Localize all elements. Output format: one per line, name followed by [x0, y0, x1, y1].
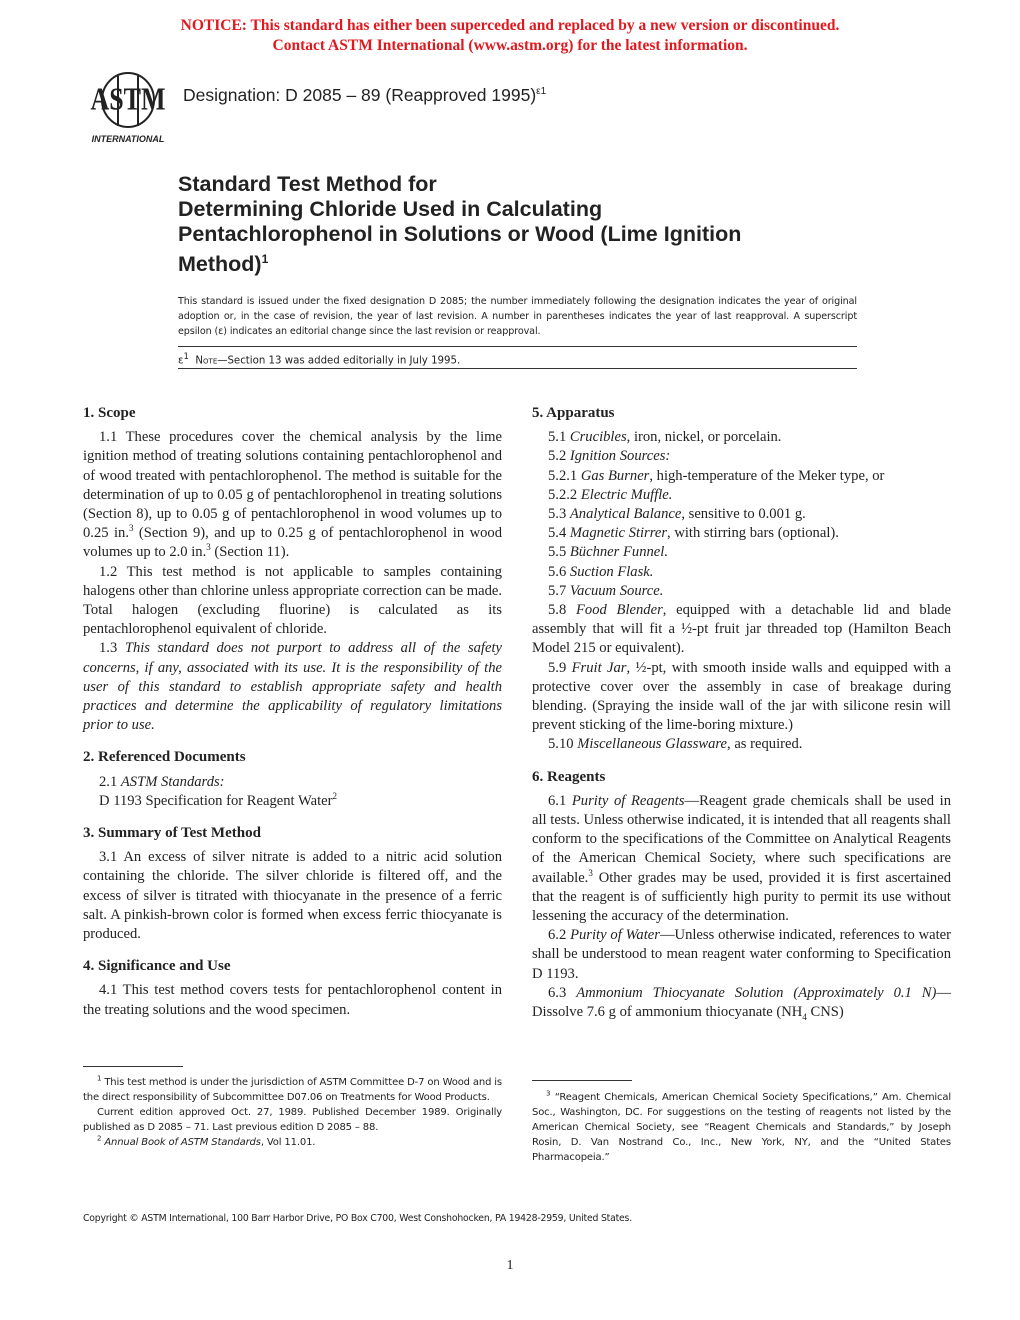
astm-logo	[88, 70, 168, 146]
footnote-rule	[532, 1080, 632, 1081]
paragraph	[532, 447, 951, 466]
issuance-statement: This standard is issued under the fixed designation D 2085; the number immediately following the designation indicates the year of original adoption or, in the case of revision, the year of last revision. A number in parentheses indicates the year of last reapproval. A superscript epsilon (ε) indicates an editorial change since the last revision or reapproval.	[178, 296, 857, 337]
text-run: ASTM Standards:	[120, 773, 225, 790]
notice-line-1: NOTICE: This standard has either been superceded and replaced by a new version or discontinued.	[180, 17, 840, 34]
paragraph	[532, 792, 951, 926]
text-run: —Reagent grade chemicals shall be used in all tests. Unless otherwise indicated, it is intended that all reagents shall conform to the specifications of the Committee on Analytical Reagents of the American Chemical Society, where such specifications are available.	[532, 792, 951, 886]
text-run: Magnetic Stirrer	[569, 525, 668, 542]
section	[83, 748, 502, 811]
text-run: Büchner Funnel.	[569, 544, 668, 561]
text-run: 5.8	[548, 602, 576, 619]
svg-text:INTERNATIONAL: INTERNATIONAL	[91, 134, 165, 144]
text-run: Current edition approved Oct. 27, 1989. Published December 1989. Originally published as D 2085 – 71. Last previous edition D 2085 – 88.	[83, 1107, 502, 1133]
text-run: 1.1 These procedures cover the chemical analysis by the lime ignition method of treating solutions containing pentachlorophenol and of wood treated with pentachlorophenol. The method is suitable for the determination of up to 0.05 g of pentachlorophenol in treating solutions (Section 8), up to 0.05 g of pentachlorophenol in wood volumes up to 0.25 in.	[83, 429, 502, 542]
text-run: Purity of Reagents	[571, 792, 685, 809]
text-run: 3.1 An excess of silver nitrate is added to a nitric acid solution containing the chloride. The silver chloride is filtered off, and the excess of silver is titrated with thiocyanate in the presence of a ferric salt. A pinkish-brown color is formed when excess ferric thiocyanate is produced.	[83, 849, 502, 943]
text-run: This test method is under the jurisdiction of ASTM Committee D-7 on Wood and is the direct responsibility of Subcommittee D07.06 on Treatments for Wood Products.	[83, 1077, 502, 1103]
text-run: 6.3	[548, 984, 577, 1001]
section	[532, 404, 951, 755]
footnote-mark: 2	[332, 791, 337, 801]
text-run: (Section 11).	[210, 544, 290, 561]
text-run: Vacuum Source.	[569, 582, 664, 599]
divider	[178, 346, 857, 347]
section	[83, 957, 502, 1020]
text-run: Suction Flask.	[569, 563, 654, 580]
footnote	[83, 1105, 502, 1135]
text-run: Annual Book of ASTM Standards	[104, 1137, 261, 1148]
title-line: Determining Chloride Used in Calculating	[178, 197, 603, 221]
page-number: 1	[506, 1258, 514, 1273]
text-run: 5.2.1	[548, 467, 581, 484]
paragraph	[532, 926, 951, 984]
document-title	[178, 172, 741, 277]
text-run: , Vol 11.01.	[260, 1137, 316, 1148]
paragraph	[83, 563, 502, 640]
footnote	[83, 1135, 502, 1150]
text-run: Gas Burner	[580, 467, 650, 484]
left-column	[83, 404, 502, 1033]
editorial-note	[178, 352, 460, 366]
epsilon-mark: ε	[178, 355, 184, 367]
text-run: 1.2 This test method is not applicable to samples containing halogens other than chlorine unless appropriate correction can be made. Total halogen (excluding fluorine) is calculated as its pentachlorophenol equivalent of chloride.	[83, 563, 503, 638]
paragraph	[532, 524, 951, 543]
section	[83, 404, 502, 735]
text-run: 6.2	[548, 927, 571, 944]
note-text: —Section 13 was added editorially in July 1995.	[217, 355, 461, 367]
text-run: (Section 9), and up to 0.25 g of pentachlorophenol in wood volumes up to 2.0 in.	[83, 525, 503, 561]
text-run: Fruit Jar	[571, 659, 627, 676]
footnote-mark: 3	[588, 867, 593, 878]
text-run: Analytical Balance	[569, 506, 682, 523]
text-run: 5.1	[548, 429, 570, 446]
text-run: 2.1	[99, 773, 121, 790]
text-run: Ignition Sources:	[569, 448, 671, 465]
paragraph	[532, 582, 951, 601]
footnote	[532, 1090, 951, 1165]
paragraph	[532, 543, 951, 562]
footnote-rule	[83, 1066, 183, 1067]
text-run: 5.2.2	[548, 486, 581, 503]
section-heading: 1. Scope	[83, 405, 136, 421]
paragraph	[532, 563, 951, 582]
text-run: , equipped with a detachable lid and blade assembly that will fit a ½-pt fruit jar threaded top (Hamilton Beach Model 215 or equivalent).	[532, 602, 952, 657]
paragraph	[532, 467, 951, 486]
paragraph	[532, 486, 951, 505]
right-column	[532, 404, 951, 1035]
footnote	[83, 1075, 502, 1105]
section-heading: 5. Apparatus	[532, 405, 615, 421]
footnotes-right	[532, 1090, 951, 1165]
text-run: Miscellaneous Glassware	[577, 736, 728, 753]
footnote-mark: 3	[206, 542, 211, 553]
text-run: Ammonium Thiocyanate Solution (Approximately 0.1 N)	[576, 984, 937, 1001]
paragraph	[532, 984, 951, 1022]
text-run: 5.10	[548, 736, 578, 753]
section	[532, 768, 951, 1023]
paragraph	[532, 735, 951, 754]
text-run: 1.3	[99, 640, 125, 657]
section-heading: 3. Summary of Test Method	[83, 825, 261, 842]
text-run: Other grades may be used, provided it is first ascertained that the reagent is of sufficiently high purity to permit its use without lessening the accuracy of the determination.	[532, 869, 951, 925]
text-run: CNS)	[806, 1004, 844, 1021]
text-run: , as required.	[727, 736, 803, 753]
footnote-mark: 2	[97, 1134, 102, 1143]
footnote-mark: 3	[128, 523, 134, 534]
text-run: 5.3	[548, 506, 570, 523]
text-run: —Dissolve 7.6 g of ammonium thiocyanate (NH	[532, 984, 951, 1021]
paragraph	[83, 792, 502, 811]
paragraph	[532, 505, 951, 524]
text-run: , sensitive to 0.001 g.	[681, 506, 806, 523]
section-heading: 4. Significance and Use	[83, 958, 231, 975]
text-run: , ½-pt, with smooth inside walls and equipped with a protective cover over the assembly in case of breakage during blending. (Spraying the inside wall of the jar with silicone resin will prevent sticking of the lime-boring mixture.)	[532, 659, 951, 734]
text-run: D 1193 Specification for Reagent Water	[99, 792, 333, 809]
footnote-mark: 1	[97, 1074, 102, 1083]
text-run: 5.4	[548, 525, 570, 542]
text-run: This standard does not purport to address all of the safety concerns, if any, associated with its use. It is the responsibility of the user of this standard to establish appropriate safety and health practices and determine the applicability of regulatory limitations prior to use.	[83, 640, 502, 734]
text-run: 6.1	[548, 792, 572, 809]
paragraph	[83, 981, 502, 1019]
title-footnote-mark: 1	[261, 252, 269, 266]
title-line	[178, 247, 741, 277]
svg-text:ASTM: ASTM	[90, 82, 166, 118]
notice-line-2: Contact ASTM International (www.astm.org) for the latest information.	[272, 37, 748, 54]
text-run: , iron, nickel, or porcelain.	[626, 429, 782, 446]
text-run: 5.6	[548, 563, 570, 580]
title-line-text: Method)	[178, 252, 262, 277]
copyright: Copyright © ASTM International, 100 Barr Harbor Drive, PO Box C700, West Conshohocken, PA 19428-2959, United States.	[83, 1213, 632, 1224]
paragraph	[83, 639, 502, 735]
footnotes-left	[83, 1075, 502, 1150]
text-run: Food Blender	[576, 602, 663, 619]
footnote-mark: 3	[546, 1089, 551, 1098]
designation-text: Designation: D 2085 – 89 (Reapproved 1995)	[183, 85, 537, 105]
designation-epsilon: ε1	[536, 86, 547, 98]
text-run: 4.1 This test method covers tests for pentachlorophenol content in the treating solutions and the wood specimen.	[83, 982, 502, 1018]
text-run: “Reagent Chemicals, American Chemical Society Specifications,” Am. Chemical Soc., Washington, DC. For suggestions on the testing of reagents not listed by the American Chemical Society, see “Reagent Chemicals and Standards,” by Joseph Rosin, D. Van Nostrand Co., Inc., New York, NY, and the “United States Pharmacopeia.”	[532, 1092, 951, 1163]
title-line: Pentachlorophenol in Solutions or Wood (Lime Ignition	[178, 222, 742, 246]
note-label: Note	[195, 355, 218, 367]
epsilon-sup: 1	[183, 352, 189, 362]
paragraph	[83, 773, 502, 792]
text-run: 5.2	[548, 448, 570, 465]
text-run: —Unless otherwise indicated, references to water shall be understood to mean reagent water conforming to Specification D 1193.	[532, 927, 952, 982]
paragraph	[532, 428, 951, 447]
text-run: , with stirring bars (optional).	[667, 525, 839, 542]
paragraph	[83, 428, 502, 562]
text-run: 5.7	[548, 582, 570, 599]
section-heading: 2. Referenced Documents	[83, 749, 246, 766]
paragraph	[83, 848, 502, 944]
paragraph	[532, 601, 951, 659]
text-run: 5.5	[548, 544, 570, 561]
title-line: Standard Test Method for	[178, 172, 437, 196]
paragraph	[532, 659, 951, 736]
divider	[178, 368, 857, 369]
supersession-notice	[0, 16, 1020, 56]
text-run: Purity of Water	[570, 927, 660, 944]
designation	[183, 85, 546, 106]
text-run: , high-temperature of the Meker type, or	[649, 467, 885, 484]
text-run: Electric Muffle.	[580, 486, 673, 503]
text-run: 5.9	[548, 659, 572, 676]
footnote-mark: 4	[802, 1012, 807, 1022]
section-heading: 6. Reagents	[532, 768, 606, 785]
text-run: Crucibles	[569, 429, 627, 446]
section	[83, 824, 502, 944]
